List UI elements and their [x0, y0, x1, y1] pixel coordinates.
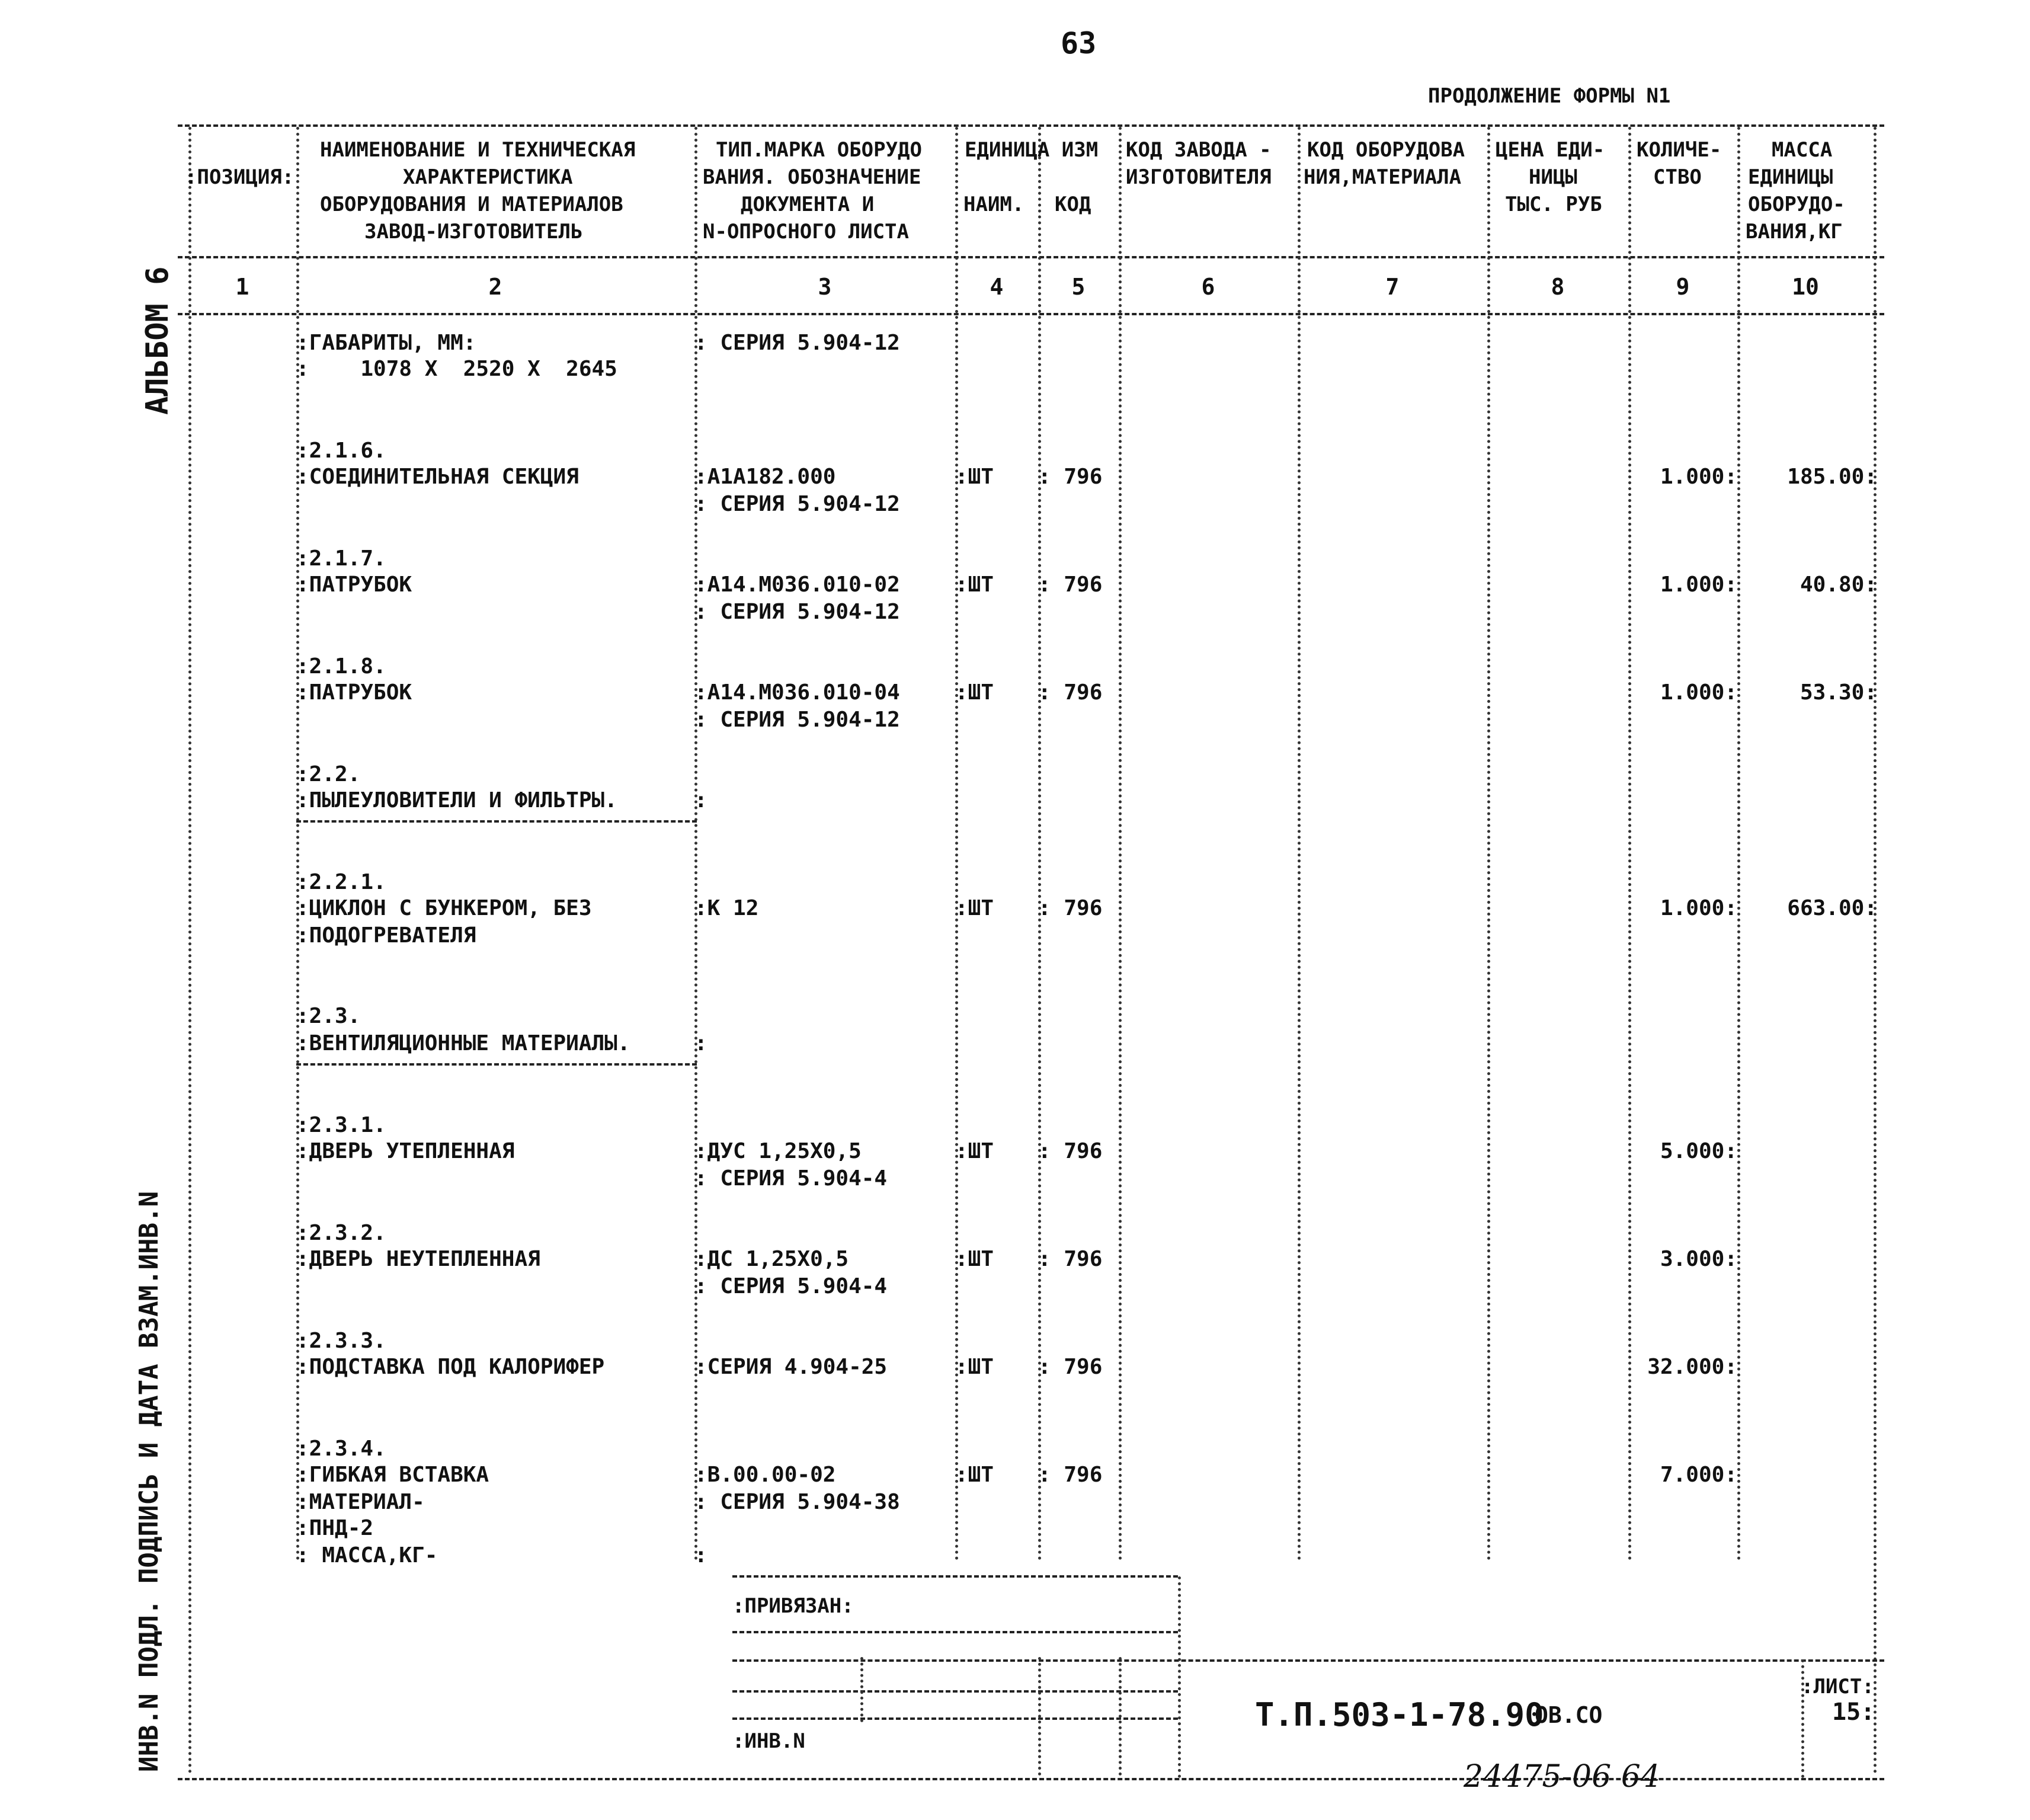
table-row	[0, 463, 2030, 491]
header-factory-1: КОД ЗАВОДА -	[1126, 138, 1272, 162]
header-name-3: ОБОРУДОВАНИЯ И МАТЕРИАЛОВ	[320, 193, 623, 216]
header-type-3: ДОКУМЕНТА И	[741, 193, 875, 216]
table-row	[0, 1461, 2030, 1489]
cell-type: :А1А182.000	[694, 465, 836, 489]
cell-unit: :ШТ	[955, 680, 994, 705]
cell-type: : СЕРИЯ 5.904-4	[694, 1166, 888, 1191]
header-type-4: N-ОПРОСНОГО ЛИСТА	[703, 220, 909, 244]
table-row	[0, 895, 2030, 922]
cell-name: :2.1.7.	[296, 546, 386, 571]
cell-qty: 5.000:	[1660, 1139, 1737, 1163]
cell-name: :2.2.	[296, 762, 361, 786]
col-num-3: 3	[818, 274, 832, 300]
cell-type: :	[694, 1031, 707, 1055]
table-row	[0, 437, 2030, 465]
cell-name: :2.3.1.	[296, 1113, 386, 1137]
table-row	[0, 1112, 2030, 1139]
cell-name: : МАССА,КГ-	[296, 1543, 438, 1568]
cell-qty: 3.000:	[1660, 1247, 1737, 1271]
header-type-2: ВАНИЯ. ОБОЗНАЧЕНИЕ	[703, 165, 921, 189]
stamp-sep	[1119, 1657, 1122, 1776]
cell-code: : 796	[1038, 1247, 1103, 1271]
table-row	[0, 1273, 2030, 1300]
table-header	[0, 136, 2030, 249]
header-equip-2: НИЯ,МАТЕРИАЛА	[1304, 165, 1462, 189]
cell-code: : 796	[1038, 1463, 1103, 1487]
cell-type: :К 12	[694, 896, 759, 920]
section-underline	[296, 1063, 697, 1066]
col-num-4: 4	[990, 274, 1004, 300]
col-num-10: 10	[1792, 274, 1819, 300]
cell-name: :ГАБАРИТЫ, ММ:	[296, 331, 476, 355]
table-row	[0, 679, 2030, 706]
col-num-9: 9	[1676, 274, 1690, 300]
header-mass-3: ОБОРУДО-	[1748, 193, 1845, 216]
cell-name: :2.1.8.	[296, 654, 386, 679]
album-label: АЛЬБОМ 6	[140, 266, 175, 415]
handwritten-note: 24475-06 64	[1464, 1759, 1660, 1795]
cell-qty: 1.000:	[1660, 680, 1737, 705]
cell-code: : 796	[1038, 1355, 1103, 1379]
document-code: Т.П.503-1-78.90	[1255, 1696, 1544, 1733]
col-num-6: 6	[1201, 274, 1215, 300]
cell-name: :2.3.4.	[296, 1437, 386, 1461]
cell-unit: :ШТ	[955, 896, 994, 920]
stamp-sep	[1038, 1657, 1041, 1776]
cell-name: :ПАТРУБОК	[296, 680, 412, 705]
table-row	[0, 491, 2030, 518]
table-row	[0, 330, 2030, 357]
header-price-3: ТЫС. РУБ	[1505, 193, 1602, 216]
cell-mass: 40.80:	[1800, 572, 1877, 597]
cell-name: :ДВЕРЬ УТЕПЛЕННАЯ	[296, 1139, 515, 1163]
sheet-number: 15:	[1832, 1699, 1875, 1726]
table-row	[0, 599, 2030, 626]
cell-mass: 663.00:	[1787, 896, 1877, 920]
cell-type: : СЕРИЯ 5.904-4	[694, 1274, 888, 1298]
table-row	[0, 706, 2030, 734]
cell-name: :ПЫЛЕУЛОВИТЕЛИ И ФИЛЬТРЫ.	[296, 788, 617, 813]
table-row	[0, 1328, 2030, 1355]
cell-name: :ПОДОГРЕВАТЕЛЯ	[296, 923, 476, 948]
stamp-line	[732, 1690, 1178, 1693]
cell-name: :ПОДСТАВКА ПОД КАЛОРИФЕР	[296, 1355, 605, 1379]
table-row	[0, 653, 2030, 680]
cell-type: : СЕРИЯ 5.904-12	[694, 600, 900, 624]
cell-code: : 796	[1038, 572, 1103, 597]
cell-unit: :ШТ	[955, 465, 994, 489]
header-price-1: ЦЕНА ЕДИ-	[1496, 138, 1605, 162]
cell-name: :ЦИКЛОН С БУНКЕРОМ, БЕЗ	[296, 896, 592, 920]
cell-qty: 32.000:	[1647, 1355, 1737, 1379]
cell-type: :	[694, 788, 707, 813]
cell-unit: :ШТ	[955, 1463, 994, 1487]
cell-unit: :ШТ	[955, 572, 994, 597]
stamp-sep	[1178, 1576, 1181, 1778]
cell-type: :А14.М036.010-04	[694, 680, 900, 705]
cell-type: : СЕРИЯ 5.904-12	[694, 492, 900, 516]
cell-type: : СЕРИЯ 5.904-12	[694, 708, 900, 732]
table-row	[0, 1220, 2030, 1247]
table-row	[0, 1515, 2030, 1542]
cell-name: :2.3.2.	[296, 1221, 386, 1245]
cell-mass: 53.30:	[1800, 680, 1877, 705]
sheet-label: :ЛИСТ:	[1801, 1675, 1874, 1699]
table-row	[0, 1542, 2030, 1569]
cell-name: :МАТЕРИАЛ-	[296, 1490, 425, 1514]
cell-code: : 796	[1038, 680, 1103, 705]
header-price-2: НИЦЫ	[1529, 165, 1577, 189]
header-unit-name: НАИМ.	[963, 193, 1024, 216]
header-mass-1: МАССА	[1772, 138, 1833, 162]
cell-mass: 185.00:	[1787, 465, 1877, 489]
header-unit-code: КОД	[1055, 193, 1091, 216]
cell-name: :2.2.1.	[296, 870, 386, 894]
continuation-title: ПРОДОЛЖЕНИЕ ФОРМЫ N1	[1428, 84, 1671, 108]
header-qty-2: СТВО	[1653, 165, 1702, 189]
header-factory-2: ИЗГОТОВИТЕЛЯ	[1126, 165, 1272, 189]
header-name-4: ЗАВОД-ИЗГОТОВИТЕЛЬ	[364, 220, 583, 244]
table-row	[0, 1246, 2030, 1273]
cell-name: :ПНД-2	[296, 1516, 374, 1540]
header-name-2: ХАРАКТЕРИСТИКА	[403, 165, 573, 189]
cell-type: :В.00.00-02	[694, 1463, 836, 1487]
col-num-2: 2	[488, 274, 502, 300]
cell-type: :	[694, 1543, 707, 1568]
table-row	[0, 545, 2030, 572]
cell-code: : 796	[1038, 896, 1103, 920]
table-row	[0, 1138, 2030, 1165]
cell-name: :ПАТРУБОК	[296, 572, 412, 597]
table-row	[0, 356, 2030, 383]
cell-qty: 1.000:	[1660, 572, 1737, 597]
stamp-sep	[860, 1657, 863, 1722]
cell-qty: 1.000:	[1660, 896, 1737, 920]
cell-unit: :ШТ	[955, 1139, 994, 1163]
table-row	[0, 1165, 2030, 1192]
cell-name: :2.3.	[296, 1004, 361, 1028]
stamp-line	[732, 1659, 1884, 1662]
col-num-1: 1	[235, 274, 249, 300]
cell-type: : СЕРИЯ 5.904-38	[694, 1490, 900, 1514]
cell-unit: :ШТ	[955, 1247, 994, 1271]
header-type-1: ТИП.МАРКА ОБОРУДО	[716, 138, 922, 162]
stamp-line	[732, 1717, 1178, 1720]
cell-type: : СЕРИЯ 5.904-12	[694, 331, 900, 355]
header-mass-2: ЕДИНИЦЫ	[1748, 165, 1833, 189]
cell-type: :ДС 1,25X0,5	[694, 1247, 849, 1271]
page-number: 63	[1061, 26, 1097, 60]
table-row	[0, 761, 2030, 788]
table-row	[0, 787, 2030, 814]
cell-name: :ГИБКАЯ ВСТАВКА	[296, 1463, 489, 1487]
cell-name: :2.1.6.	[296, 439, 386, 463]
table-row	[0, 1435, 2030, 1463]
header-unit-1: ЕДИНИЦА ИЗМ	[965, 138, 1099, 162]
table-row	[0, 1354, 2030, 1381]
inv-label: :ИНВ.N	[732, 1729, 805, 1753]
cell-name: :СОЕДИНИТЕЛЬНАЯ СЕКЦИЯ	[296, 465, 579, 489]
cell-code: : 796	[1038, 1139, 1103, 1163]
table-row	[0, 1489, 2030, 1516]
cell-name: :ВЕНТИЛЯЦИОННЫЕ МАТЕРИАЛЫ.	[296, 1031, 630, 1055]
table-row	[0, 922, 2030, 949]
table-row	[0, 869, 2030, 896]
col-num-7: 7	[1385, 274, 1400, 300]
col-num-8: 8	[1551, 274, 1565, 300]
cell-name: : 1078 X 2520 X 2645	[296, 357, 617, 381]
cell-name: :2.3.3.	[296, 1329, 386, 1353]
cell-unit: :ШТ	[955, 1355, 994, 1379]
table-row	[0, 571, 2030, 599]
cell-type: :ДУС 1,25X0,5	[694, 1139, 862, 1163]
header-mass-4: ВАНИЯ,КГ	[1746, 220, 1843, 244]
stamp-line	[732, 1631, 1178, 1633]
document-suffix: ОВ.СО	[1535, 1702, 1603, 1728]
cell-qty: 1.000:	[1660, 465, 1737, 489]
section-underline	[296, 820, 697, 823]
table-row	[0, 1003, 2030, 1030]
stamp-line	[732, 1575, 1178, 1578]
approval-side-label: ИНВ.N ПОДЛ. ПОДПИСЬ И ДАТА ВЗАМ.ИНВ.N	[134, 1191, 164, 1772]
cell-code: : 796	[1038, 465, 1103, 489]
table-row	[0, 1030, 2030, 1057]
cell-type: :СЕРИЯ 4.904-25	[694, 1355, 888, 1379]
bound-label: :ПРИВЯЗАН:	[732, 1594, 854, 1618]
col-num-5: 5	[1071, 274, 1086, 300]
cell-qty: 7.000:	[1660, 1463, 1737, 1487]
header-position: :ПОЗИЦИЯ:	[185, 165, 294, 189]
cell-type: :А14.М036.010-02	[694, 572, 900, 597]
cell-name: :ДВЕРЬ НЕУТЕПЛЕННАЯ	[296, 1247, 540, 1271]
header-name-1: НАИМЕНОВАНИЕ И ТЕХНИЧЕСКАЯ	[320, 138, 636, 162]
header-qty-1: КОЛИЧЕ-	[1637, 138, 1722, 162]
header-equip-1: КОД ОБОРУДОВА	[1307, 138, 1465, 162]
